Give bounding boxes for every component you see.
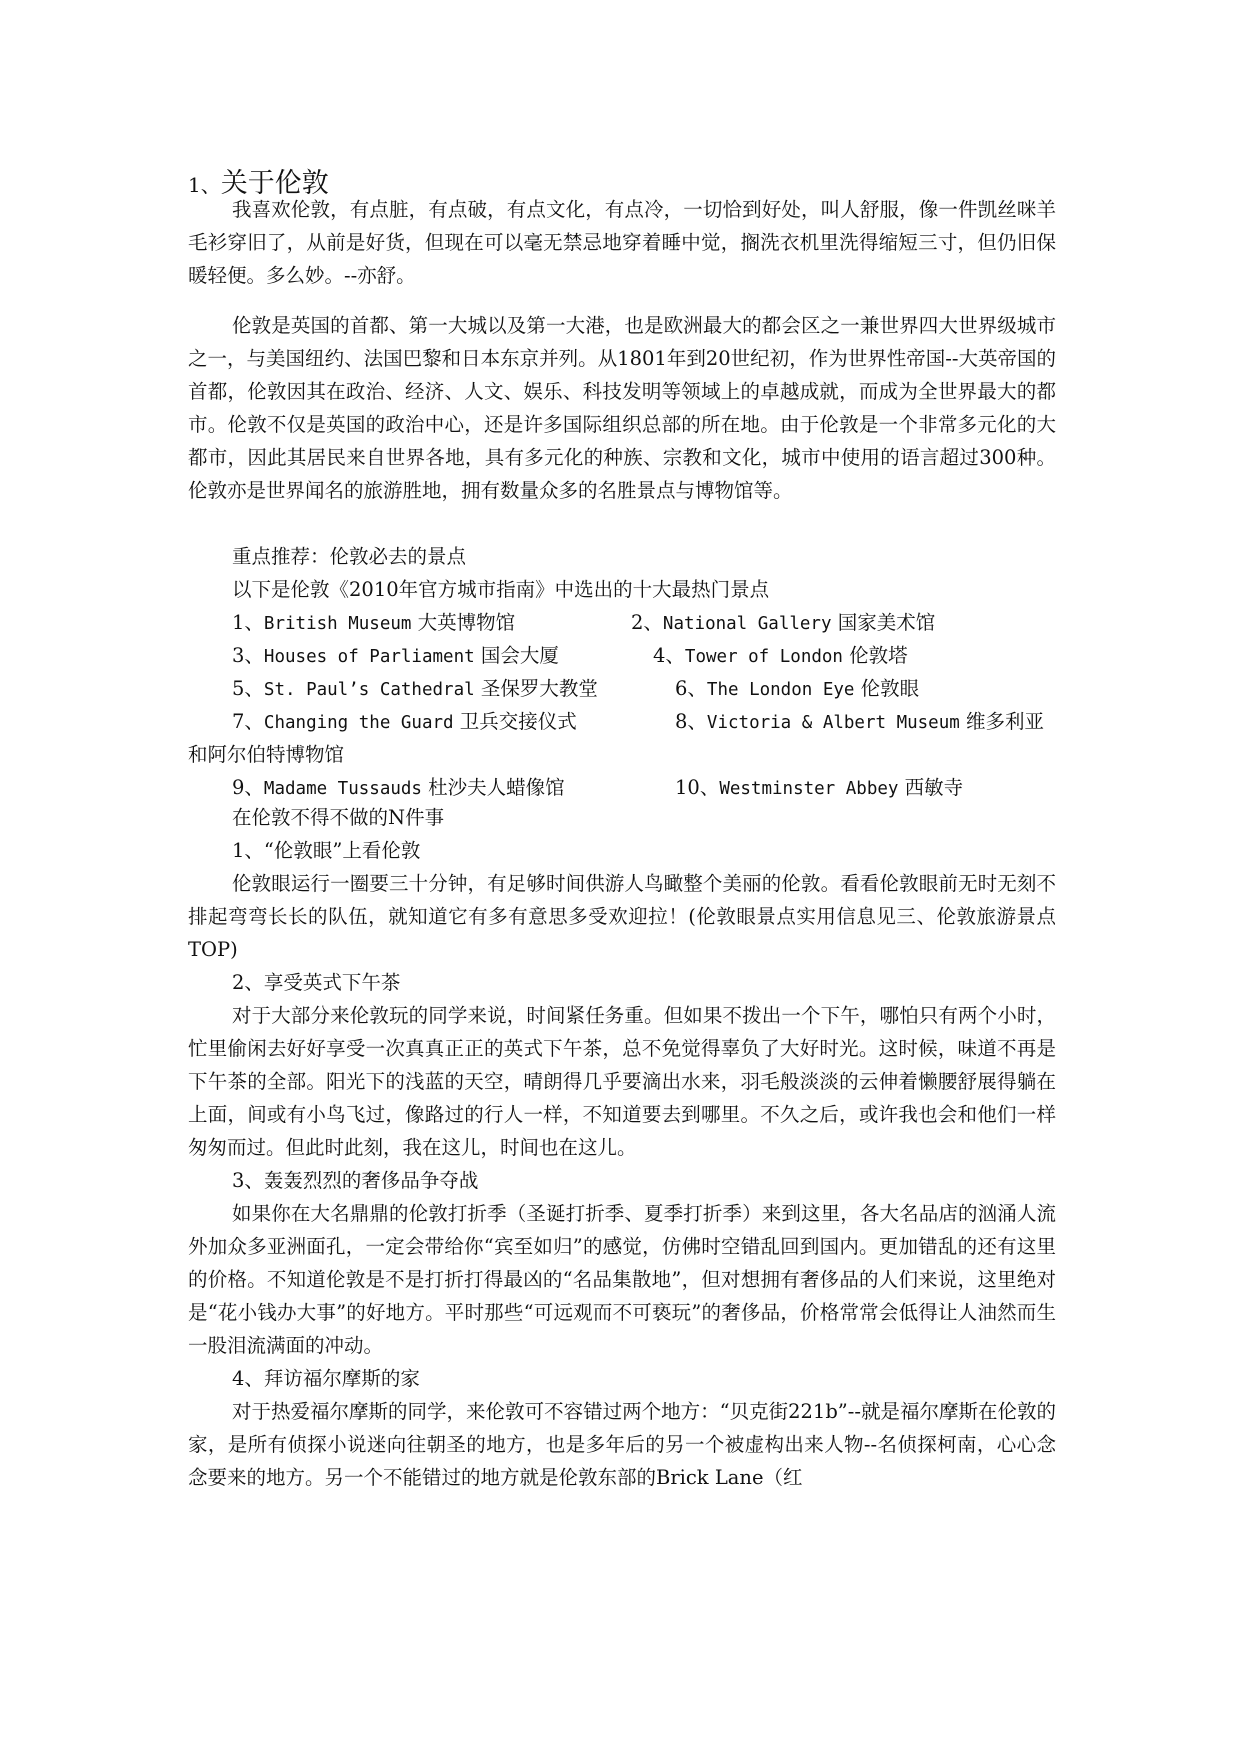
thing-title: 3、轰轰烈烈的奢侈品争夺战 [232,1169,479,1192]
thing-body: 对于热爱福尔摩斯的同学，来伦敦可不容错过两个地方：“贝克街221b”--就是福尔摩斯在伦敦的家，是所有侦探小说迷向往朝圣的地方，也是多年后的另一个被虚构出来人物--名侦探柯南，心心念念要来的地方。另一个不能错过的地方就是伦敦东部的Brick Lane（红 [188,1400,1056,1489]
attraction-item: 10、Westminster Abbey 西敏寺 [675,776,964,799]
attraction-item: 1、British Museum 大英博物馆 [232,611,516,634]
quote-paragraph: 我喜欢伦敦，有点脏，有点破，有点文化，有点冷，一切恰到好处，叫人舒服，像一件凯丝咪羊毛衫穿旧了，从前是好货，但现在可以毫无禁忌地穿着睡中觉，搁洗衣机里洗得缩短三寸，但仍旧保暖轻便。多么妙。--亦舒。 [188,198,1056,287]
attraction-item: 9、Madame Tussauds 杜沙夫人蜡像馆 [232,776,565,799]
attraction-item: 6、The London Eye 伦敦眼 [675,677,920,700]
attraction-item: 7、Changing the Guard 卫兵交接仪式 [232,710,577,733]
thing-title: 1、“伦敦眼”上看伦敦 [232,839,421,862]
intro-paragraph: 伦敦是英国的首都、第一大城以及第一大港，也是欧洲最大的都会区之一兼世界四大世界级城市之一，与美国纽约、法国巴黎和日本东京并列。从1801年到20世纪初，作为世界性帝国--大英帝国的首都，伦敦因其在政治、经济、人文、娱乐、科技发明等领域上的卓越成就，而成为全世界最大的都市。伦敦不仅是英国的政治中心，还是许多国际组织总部的所在地。由于伦敦是一个非常多元化的大都市，因此其居民来自世界各地，具有多元化的种族、宗教和文化，城市中使用的语言超过300种。伦敦亦是世界闻名的旅游胜地，拥有数量众多的名胜景点与博物馆等。 [188,314,1056,502]
thing-body: 伦敦眼运行一圈要三十分钟，有足够时间供游人鸟瞰整个美丽的伦敦。看看伦敦眼前无时无刻不排起弯弯长长的队伍，就知道它有多有意思多受欢迎拉！(伦敦眼景点实用信息见三、伦敦旅游景点TOP) [188,872,1056,961]
recommend-title: 重点推荐：伦敦必去的景点 [232,545,467,568]
thing-title: 2、享受英式下午茶 [232,971,401,994]
attraction-item: 2、National Gallery 国家美术馆 [631,611,936,634]
recommend-block [188,540,1056,804]
attraction-row [188,705,1056,738]
attraction-item: 4、Tower of London 伦敦塔 [653,644,908,667]
heading-number: 1、 [188,173,221,197]
thing-body: 对于大部分来伦敦玩的同学来说，时间紧任务重。但如果不拨出一个下午，哪怕只有两个小时，忙里偷闲去好好享受一次真真正正的英式下午茶，总不免觉得辜负了大好时光。这时候，味道不再是下午茶的全部。阳光下的浅蓝的天空，晴朗得几乎要滴出水来，羽毛般淡淡的云伸着懒腰舒展得躺在上面，间或有小鸟飞过，像路过的行人一样，不知道要去到哪里。不久之后，或许我也会和他们一样匆匆而过。但此时此刻，我在这儿，时间也在这儿。 [188,1004,1056,1159]
attraction-wrap-text: 和阿尔伯特博物馆 [188,743,345,766]
attraction-item: 5、St. Paul’s Cathedral 圣保罗大教堂 [232,677,598,700]
attraction-wrap-row [188,738,1056,771]
attraction-row [188,639,1056,672]
thing-title: 4、拜访福尔摩斯的家 [232,1367,420,1390]
quote-block [188,193,1056,292]
things-block [188,801,1056,1494]
attraction-item: 8、Victoria & Albert Museum 维多利亚 [675,710,1045,733]
attraction-row [188,606,1056,639]
recommend-subtitle: 以下是伦敦《2010年官方城市指南》中选出的十大最热门景点 [232,578,770,601]
attraction-row [188,672,1056,705]
heading-title: 关于伦敦 [220,168,329,199]
thing-body: 如果你在大名鼎鼎的伦敦打折季（圣诞打折季、夏季打折季）来到这里，各大名品店的汹涌人流外加众多亚洲面孔，一定会带给你“宾至如归”的感觉，仿佛时空错乱回到国内。更加错乱的还有这里的价格。不知道伦敦是不是打折打得最凶的“名品集散地”，但对想拥有奢侈品的人们来说，这里绝对是“花小钱办大事”的好地方。平时那些“可远观而不可亵玩”的奢侈品，价格常常会低得让人油然而生一股泪流满面的冲动。 [188,1202,1056,1357]
intro-block [188,309,1056,507]
things-title: 在伦敦不得不做的N件事 [232,806,445,829]
attraction-item: 3、Houses of Parliament 国会大厦 [232,644,559,667]
attraction-row [188,771,1056,804]
